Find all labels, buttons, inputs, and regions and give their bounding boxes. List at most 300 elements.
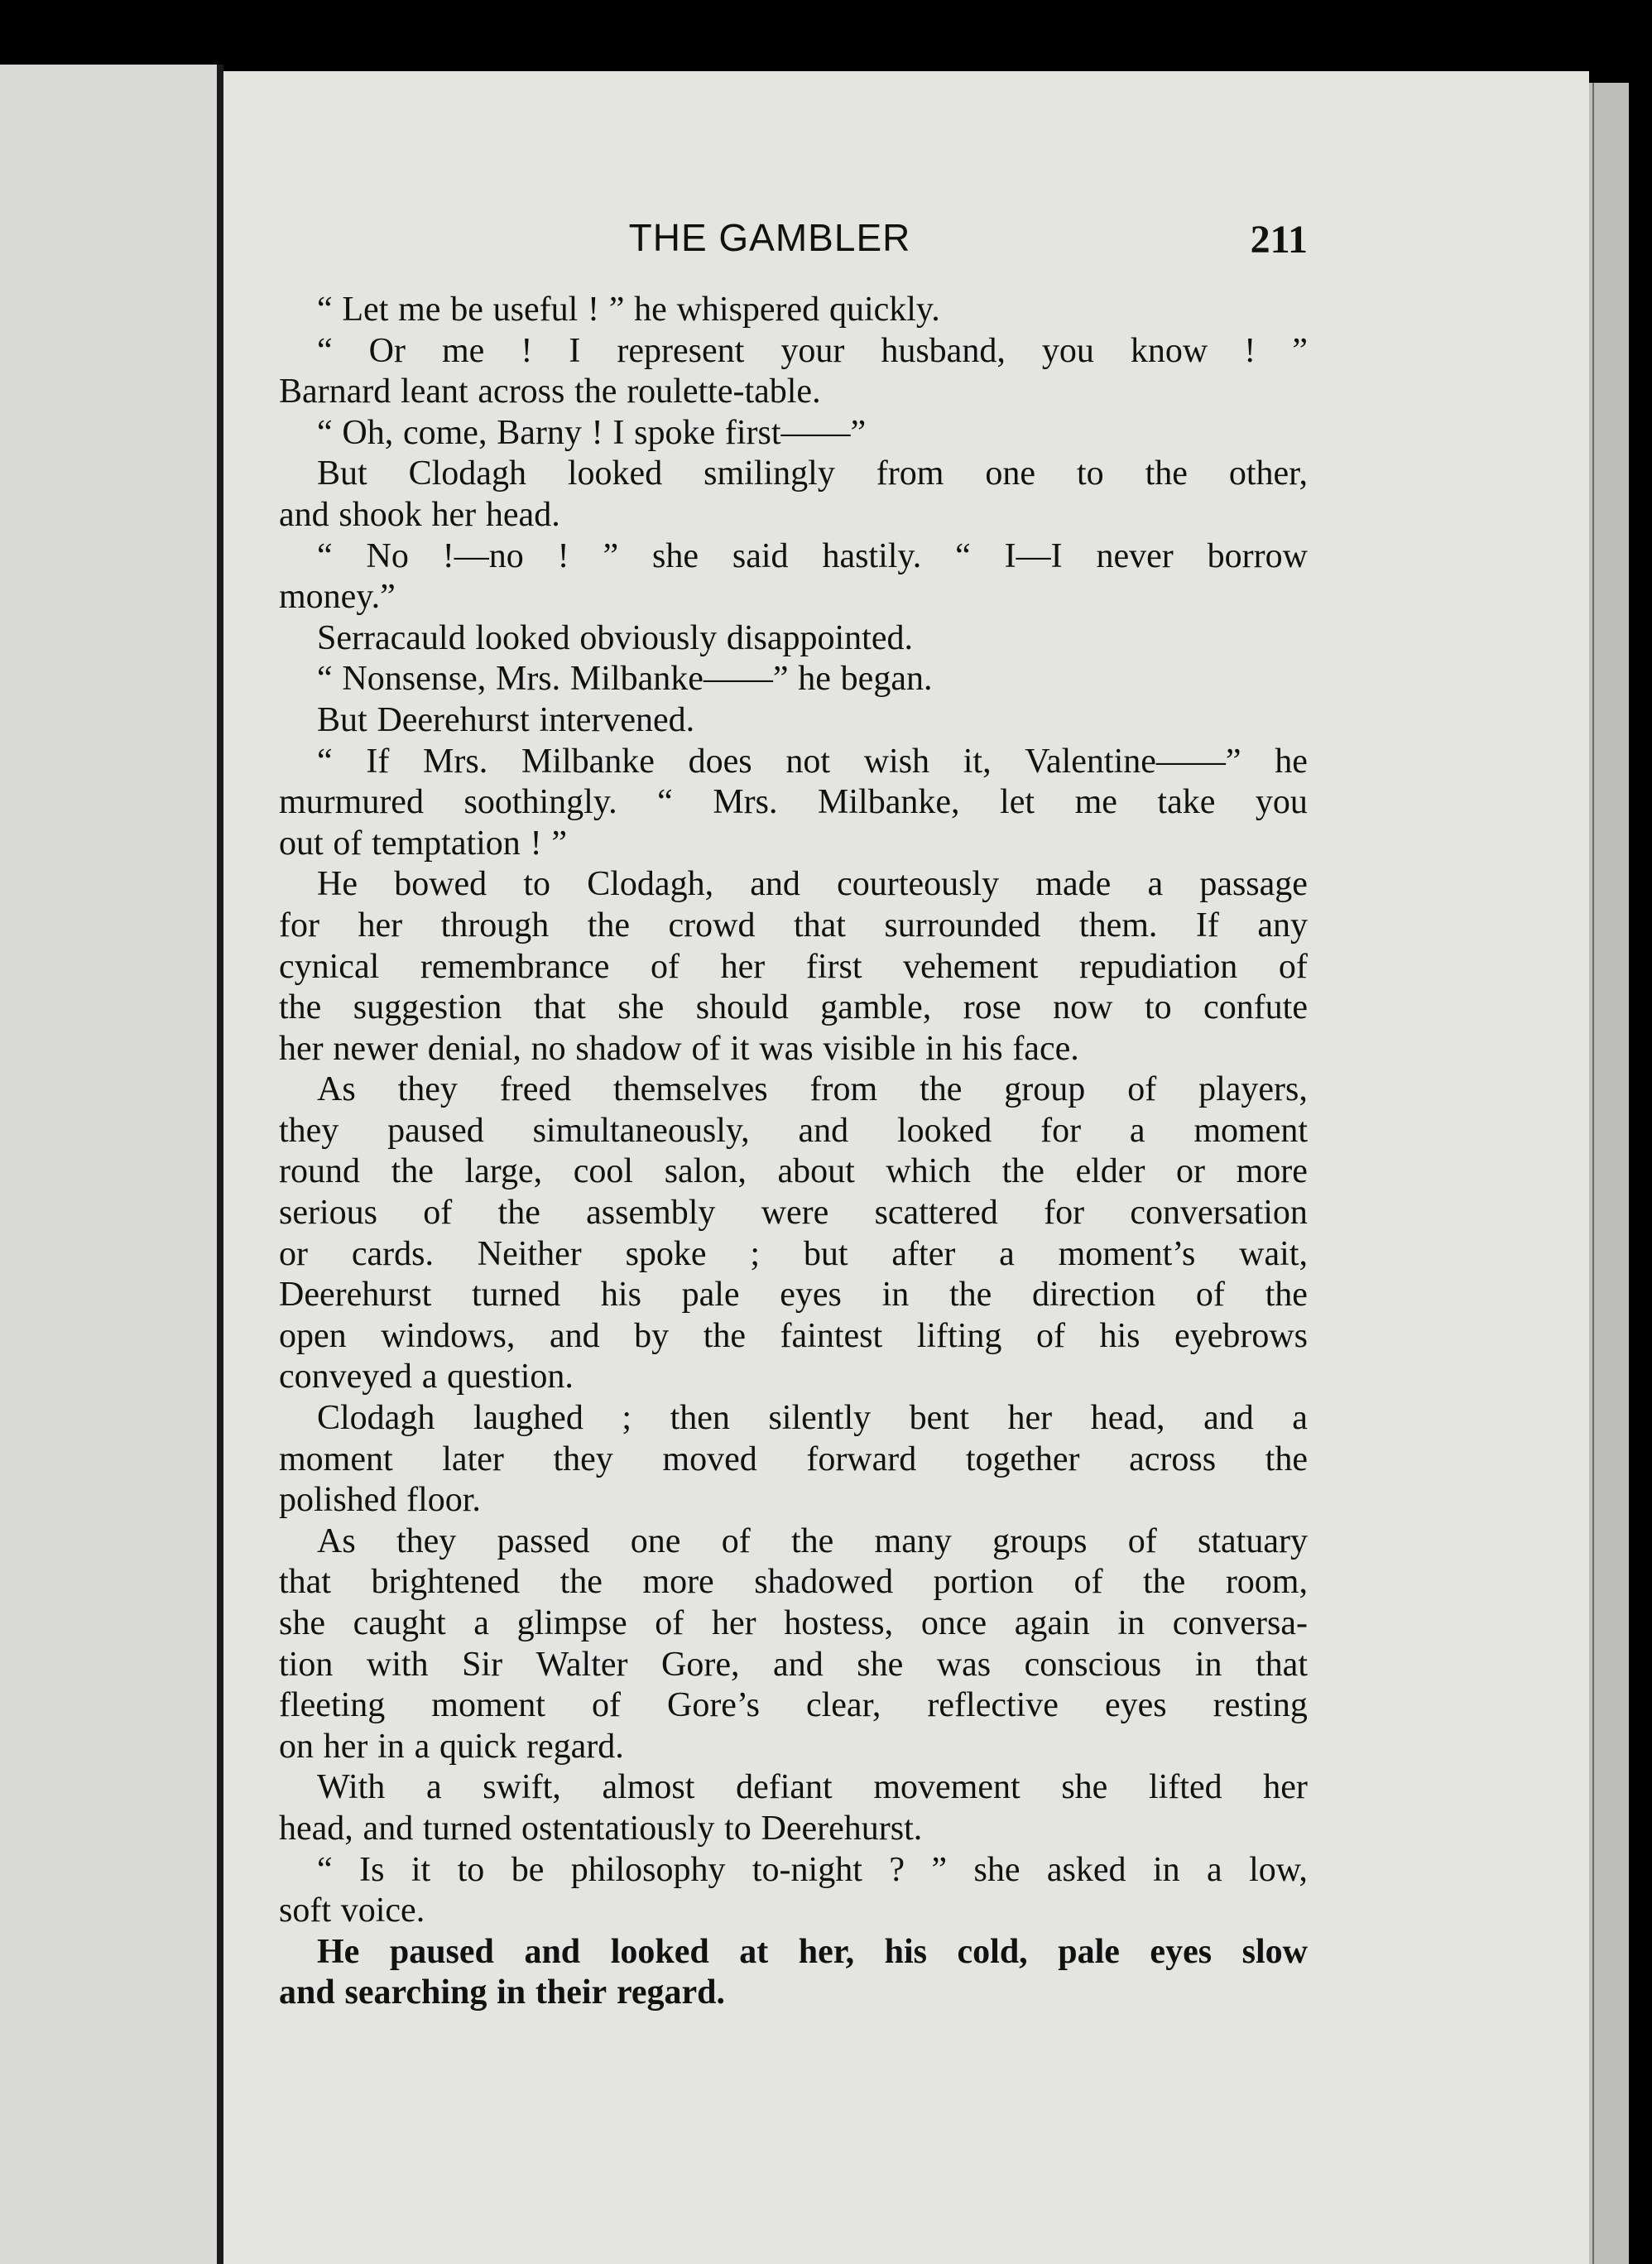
word: across — [1129, 1440, 1217, 1478]
word: Serracauld — [317, 618, 466, 657]
word: Clodagh — [408, 454, 526, 493]
word: clear, — [805, 1686, 881, 1725]
word: silently — [768, 1399, 872, 1438]
word: take — [1157, 783, 1216, 822]
word: then — [670, 1399, 730, 1438]
text-line — [279, 1357, 1308, 1398]
word: should — [695, 988, 789, 1027]
word: a — [421, 1358, 438, 1396]
word: was — [759, 1029, 814, 1068]
word: question. — [447, 1358, 574, 1396]
word: regard. — [526, 1727, 624, 1766]
word: of — [1127, 1521, 1157, 1560]
word: players, — [1198, 1070, 1308, 1109]
word: his — [884, 1932, 927, 1971]
word: turned — [422, 1809, 512, 1848]
word: but — [803, 1234, 848, 1273]
word: me — [442, 331, 485, 370]
word: He — [317, 1932, 360, 1971]
word: in — [1152, 1850, 1180, 1889]
word: regard. — [616, 1973, 725, 2012]
word: the — [1145, 454, 1188, 493]
word: of — [1127, 1070, 1157, 1109]
word: swift, — [483, 1768, 561, 1807]
word: Milbanke——” — [569, 660, 789, 699]
word: He — [317, 865, 358, 904]
word: from — [809, 1070, 878, 1109]
word: he — [634, 291, 667, 329]
word: me — [398, 291, 441, 329]
word: and — [798, 1111, 849, 1150]
word: suggestion — [353, 988, 502, 1027]
word: that — [1256, 1645, 1308, 1684]
word: face. — [1012, 1029, 1079, 1068]
word: But — [317, 454, 367, 493]
text-line — [279, 782, 1308, 824]
word: “ — [317, 1850, 333, 1889]
word: which — [886, 1152, 971, 1191]
word: it — [730, 1029, 750, 1068]
word: freed — [499, 1070, 572, 1109]
word: serious — [279, 1194, 377, 1233]
word: a — [1147, 865, 1164, 904]
word: Sir — [462, 1645, 503, 1684]
word: conveyed — [279, 1358, 412, 1396]
word: head. — [485, 495, 560, 534]
word: represent — [617, 331, 745, 370]
word: assembly — [586, 1194, 716, 1233]
word: ! — [1244, 331, 1256, 370]
word: Barnard — [279, 373, 391, 411]
word: spoke — [625, 1234, 707, 1273]
word: the — [1265, 1440, 1308, 1478]
word: smilingly — [704, 454, 835, 493]
word: it, — [963, 742, 992, 781]
word: cool — [573, 1152, 634, 1191]
word: come, — [403, 413, 487, 452]
word: bent — [909, 1399, 969, 1438]
word: moved — [662, 1440, 757, 1478]
word: hastily. — [822, 536, 922, 575]
word: once — [920, 1604, 987, 1642]
word: to — [523, 865, 551, 904]
text-line — [279, 742, 1308, 783]
word: she — [279, 1604, 325, 1642]
text-line — [279, 331, 1308, 373]
word: that — [279, 1563, 331, 1602]
word: simultaneously, — [532, 1111, 750, 1150]
page-number: 211 — [1250, 218, 1308, 262]
word: philosophy — [570, 1850, 726, 1889]
word: the — [587, 906, 631, 945]
word: ; — [750, 1234, 761, 1273]
word: of — [1073, 1563, 1103, 1602]
word: ; — [622, 1399, 632, 1438]
word: room, — [1225, 1563, 1308, 1602]
word: on — [279, 1727, 314, 1766]
word: the — [391, 1152, 434, 1191]
word: were — [761, 1194, 829, 1233]
word: the — [497, 1194, 540, 1233]
word: in — [1117, 1604, 1145, 1642]
word: the — [1001, 1152, 1045, 1191]
word: the — [920, 1070, 963, 1109]
word: Deerehurst — [377, 700, 530, 739]
word: conscious — [1024, 1645, 1162, 1684]
word: they — [279, 1111, 339, 1150]
word: let — [1000, 783, 1035, 822]
word: shadow — [575, 1029, 682, 1068]
word: pale — [681, 1276, 740, 1315]
word: her — [279, 1029, 324, 1068]
word: lifted — [1148, 1768, 1222, 1807]
word: of — [333, 824, 363, 863]
word: useful — [492, 291, 579, 329]
word: ” — [608, 291, 625, 329]
word: he — [798, 660, 831, 699]
text-line — [279, 988, 1308, 1029]
word: Mrs. — [423, 742, 488, 781]
text-line — [279, 1398, 1308, 1440]
word: know — [1130, 331, 1208, 370]
word: moment — [431, 1686, 545, 1725]
word: slow — [1241, 1932, 1308, 1971]
word: I — [612, 413, 625, 452]
word: the — [703, 1316, 746, 1355]
word: her — [358, 906, 403, 945]
word: ! — [557, 536, 569, 575]
word: themselves — [612, 1070, 768, 1109]
word: Nonsense, — [342, 660, 487, 699]
word: in — [925, 1029, 953, 1068]
word: ! — [521, 331, 533, 370]
word: she — [857, 1645, 904, 1684]
word: ostentatiously — [521, 1809, 715, 1848]
word: it — [411, 1850, 431, 1889]
word: conversation — [1130, 1194, 1308, 1233]
word: Oh, — [342, 413, 394, 452]
word: open — [279, 1316, 347, 1355]
word: temptation — [372, 824, 521, 863]
word: from — [876, 454, 944, 493]
word: them. — [1078, 906, 1158, 945]
word: your — [780, 331, 845, 370]
word: and — [1203, 1399, 1254, 1438]
word: said — [732, 536, 789, 575]
word: large, — [464, 1152, 543, 1191]
word: gamble, — [820, 988, 932, 1027]
word: and — [279, 495, 329, 534]
word: eyes — [780, 1276, 842, 1315]
word: that — [533, 988, 586, 1027]
word: passage — [1199, 865, 1308, 904]
word: looked — [896, 1111, 992, 1150]
text-line — [279, 1973, 1308, 2014]
word: of — [691, 1029, 721, 1068]
word: round — [279, 1152, 360, 1191]
word: they — [396, 1521, 457, 1560]
word: groups — [992, 1521, 1088, 1560]
word: eyes — [1150, 1932, 1213, 1971]
word: her, — [798, 1932, 855, 1971]
word: a — [999, 1234, 1015, 1273]
word: and — [773, 1645, 824, 1684]
word: that — [793, 906, 846, 945]
word: “ — [317, 413, 333, 452]
word: in — [497, 1973, 526, 2012]
text-line — [279, 1562, 1308, 1603]
word: ” — [603, 536, 619, 575]
word: head, — [279, 1809, 353, 1848]
word: vehement — [903, 947, 1039, 986]
word: If — [366, 742, 390, 781]
word: polished — [279, 1481, 397, 1520]
word: out — [279, 824, 324, 863]
word: scattered — [874, 1194, 998, 1233]
word: low, — [1249, 1850, 1308, 1889]
word: intervened. — [539, 700, 695, 739]
word: tion — [279, 1645, 334, 1684]
word: “ — [317, 660, 333, 699]
word: Milbanke — [521, 742, 655, 781]
word: after — [891, 1234, 956, 1273]
word: his — [962, 1029, 1003, 1068]
word: reflective — [927, 1686, 1059, 1725]
word: defiant — [736, 1768, 833, 1807]
text-line — [279, 1685, 1308, 1727]
word: looked — [567, 454, 663, 493]
word: made — [1035, 865, 1112, 904]
text-line — [279, 495, 1308, 536]
word: the — [790, 1521, 834, 1560]
word: But — [317, 700, 367, 739]
word: soft — [279, 1891, 331, 1930]
word: brightened — [371, 1563, 521, 1602]
word: through — [440, 906, 550, 945]
word: no — [531, 1029, 566, 1068]
word: forward — [806, 1440, 917, 1478]
word: asked — [1046, 1850, 1126, 1889]
word: rose — [963, 988, 1021, 1027]
word: With — [317, 1768, 386, 1807]
word: a — [473, 1604, 489, 1642]
word: to — [724, 1809, 752, 1848]
word: she — [973, 1850, 1020, 1889]
word: As — [317, 1521, 356, 1560]
word: a — [1207, 1850, 1222, 1889]
word: borrow — [1207, 536, 1308, 575]
word: floor. — [406, 1481, 481, 1520]
word: of — [651, 947, 680, 986]
page-binding-strip — [1589, 83, 1629, 2264]
word: of — [591, 1686, 621, 1725]
word: I — [569, 331, 581, 370]
text-line — [279, 1767, 1308, 1809]
page-gutter — [217, 65, 223, 2264]
word: she — [652, 536, 699, 575]
word: one — [985, 454, 1036, 493]
word: eyebrows — [1174, 1316, 1308, 1355]
text-line — [279, 1480, 1308, 1521]
text-line — [279, 290, 1308, 331]
word: any — [1257, 906, 1308, 945]
running-title: THE GAMBLER — [628, 216, 911, 259]
word: Neither — [477, 1234, 582, 1273]
word: “ — [317, 742, 333, 781]
word: they — [553, 1440, 613, 1478]
word: and — [549, 1316, 600, 1355]
text-line — [279, 1275, 1308, 1316]
body-text — [279, 290, 1308, 2014]
word: the — [1265, 1276, 1308, 1315]
word: movement — [873, 1768, 1020, 1807]
word: to-night — [752, 1850, 862, 1889]
word: first — [805, 947, 862, 986]
word: together — [965, 1440, 1080, 1478]
word: for — [1040, 1111, 1082, 1150]
text-line — [279, 1151, 1308, 1193]
word: by — [634, 1316, 670, 1355]
word: voice. — [340, 1891, 425, 1930]
text-line — [279, 618, 1308, 660]
text-line — [279, 1193, 1308, 1234]
word: shook — [339, 495, 422, 534]
word: you — [1255, 783, 1308, 822]
word: began. — [840, 660, 933, 699]
word: other, — [1228, 454, 1308, 493]
word: portion — [933, 1563, 1034, 1602]
word: be — [511, 1850, 545, 1889]
word: at — [739, 1932, 769, 1971]
text-line — [279, 1029, 1308, 1070]
word: to — [1144, 988, 1172, 1027]
word: moment — [279, 1440, 393, 1478]
word: cynical — [279, 947, 380, 986]
word: in — [377, 1727, 405, 1766]
text-line — [279, 1603, 1308, 1645]
word: the — [279, 988, 322, 1027]
word: husband, — [881, 331, 1006, 370]
word: Mrs. — [713, 783, 778, 822]
word: wish — [863, 742, 930, 781]
word: “ — [317, 536, 333, 575]
text-line — [279, 372, 1308, 413]
word: Valentine——” — [1025, 742, 1241, 781]
word: they — [397, 1070, 458, 1109]
word: Deerehurst — [279, 1276, 432, 1315]
word: she — [1061, 1768, 1108, 1807]
word: of — [423, 1194, 453, 1233]
word: more — [1236, 1152, 1308, 1191]
word: Walter — [535, 1645, 628, 1684]
word: first——” — [724, 413, 867, 452]
word: looked — [475, 618, 570, 657]
word: you — [1041, 331, 1094, 370]
word: a — [425, 1768, 442, 1807]
word: lifting — [916, 1316, 1002, 1355]
word: of — [1035, 1316, 1065, 1355]
word: repudiation — [1079, 947, 1238, 986]
text-line — [279, 1850, 1308, 1891]
word: her — [431, 495, 477, 534]
word: to — [457, 1850, 485, 1889]
word: moment — [1193, 1111, 1308, 1150]
word: resting — [1213, 1686, 1308, 1725]
word: roulette-table. — [627, 373, 821, 411]
word: pale — [1058, 1932, 1120, 1971]
word: now — [1053, 988, 1113, 1027]
word: ? — [889, 1850, 905, 1889]
word: almost — [602, 1768, 695, 1807]
word: faintest — [780, 1316, 883, 1355]
word: never — [1096, 536, 1174, 575]
word: me — [1074, 783, 1117, 822]
word: “ — [317, 331, 333, 370]
word: Let — [342, 291, 389, 329]
word: As — [317, 1070, 356, 1109]
word: ” — [551, 824, 567, 863]
text-line — [279, 536, 1308, 578]
word: his — [600, 1276, 641, 1315]
word: one — [630, 1521, 681, 1560]
word: she — [617, 988, 665, 1027]
word: disappointed. — [726, 618, 913, 657]
word: her — [1007, 1399, 1053, 1438]
word: paused — [389, 1932, 494, 1971]
text-line — [279, 1891, 1308, 1932]
word: “ — [657, 783, 673, 822]
word: quickly. — [828, 291, 940, 329]
text-line — [279, 1521, 1308, 1563]
word: her — [720, 947, 766, 986]
word: shadowed — [754, 1563, 894, 1602]
word: of — [1195, 1276, 1225, 1315]
text-line — [279, 1070, 1308, 1111]
word: for — [279, 906, 319, 945]
word: eyes — [1104, 1686, 1167, 1725]
word: looked — [610, 1932, 709, 1971]
word: “ — [955, 536, 971, 575]
word: ! — [588, 291, 599, 329]
word: direction — [1031, 1276, 1156, 1315]
text-line — [279, 577, 1308, 618]
word: windows, — [381, 1316, 516, 1355]
word: does — [688, 742, 752, 781]
word: remembrance — [420, 947, 610, 986]
text-line — [279, 454, 1308, 495]
word: and — [524, 1932, 581, 1971]
word: murmured — [279, 783, 424, 822]
word: group — [1004, 1070, 1086, 1109]
text-line — [279, 824, 1308, 865]
word: head, — [1090, 1399, 1165, 1438]
word: the — [948, 1276, 992, 1315]
word: soothingly. — [463, 783, 617, 822]
word: caught — [353, 1604, 446, 1642]
word: courteously — [837, 865, 1000, 904]
word: across — [478, 373, 565, 411]
word: statuary — [1198, 1521, 1308, 1560]
word: elder — [1075, 1152, 1145, 1191]
word: ” — [1292, 331, 1308, 370]
text-line — [279, 413, 1308, 454]
word: Barny — [497, 413, 582, 452]
text-line — [279, 1316, 1308, 1358]
text-line — [279, 700, 1308, 742]
text-line — [279, 947, 1308, 988]
word: quick — [439, 1727, 517, 1766]
word: searching — [344, 1973, 487, 2012]
